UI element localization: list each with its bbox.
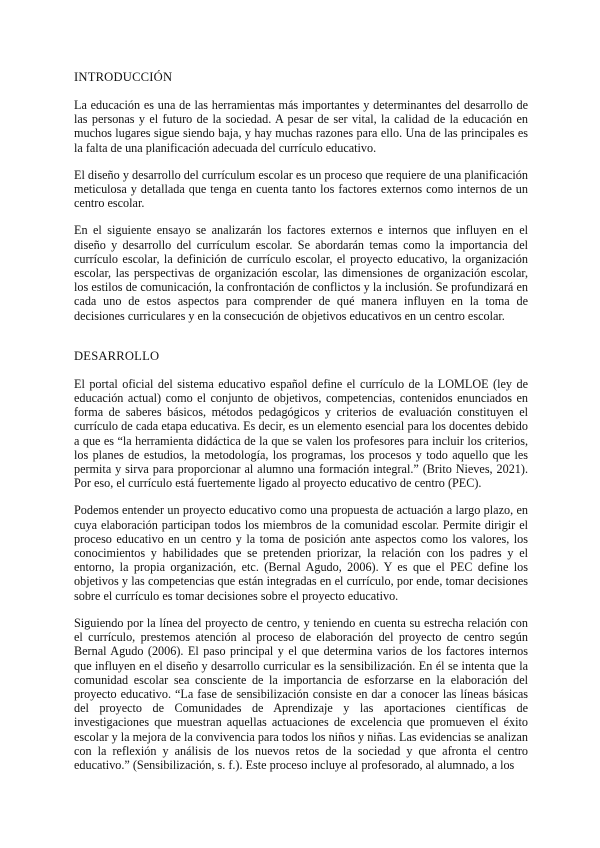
section-heading-desarrollo: DESARROLLO: [74, 348, 160, 363]
desarrollo-paragraph-3: Siguiendo por la línea del proyecto de centro, y teniendo en cuenta su estrecha relación con el currículo, prestemos atención al proceso de elaboración del proyecto de centro según Bernal Agudo (2006). El paso principal y el que determina varios de los factores internos que influyen en el diseño y desarrollo curricular es la sensibilización. En él se intenta que la comunidad escolar sea consciente de la importancia de esforzarse en la elaboración del proyecto educativo. “La fase de sensibilización consiste en dar a conocer las líneas básicas del proyecto de Comunidades de Aprendizaje y las aportaciones científicas de investigaciones que muestran aquellas actuaciones de excelencia que promueven el éxito escolar y la mejora de la convivencia para todos los niños y niñas. Las evidencias se analizan con la reflexión y análisis de los nuevos retos de la sociedad y que afronta el centro educativo.” (Sensibilización, s. f.). Este proceso incluye al profesorado, al alumnado, a los: [74, 615, 528, 772]
intro-paragraph-3: En el siguiente ensayo se analizarán los factores externos e internos que influyen en el diseño y desarrollo del currículum escolar. Se abordarán temas como la importancia del currículo escolar, la definición de currículo escolar, el proyecto educativo, la organización escolar, las perspectivas de organización escolar, las dimensiones de organización escolar, los estilos de comunicación, la confrontación de conflictos y la inclusión. Se profundizará en cada uno de estos aspectos para comprender de qué manera influyen en la toma de decisiones curriculares y en la consecución de objetivos educativos en un centro escolar.: [74, 223, 528, 323]
intro-paragraph-1: La educación es una de las herramientas más importantes y determinantes del desarrollo de las personas y el futuro de la sociedad. A pesar de ser vital, la calidad de la educación en muchos lugares sigue siendo baja, y hay muchas razones para ello. Una de las principales es la falta de una planificación adecuada del currículo educativo.: [74, 98, 528, 155]
section-heading-introduccion: INTRODUCCIÓN: [74, 70, 173, 84]
desarrollo-paragraph-1: El portal oficial del sistema educativo español define el currículo de la LOMLOE (ley de educación actual) como el conjunto de objetivos, competencias, contenidos enunciados en forma de saberes básicos, métodos pedagógicos y criterios de evaluación constituyen el currículo de cada etapa educativa. Es decir, es un elemento esencial para los docentes debido a que es “la herramienta didáctica de la que se valen los profesores para incluir los criterios, los planes de estudios, la metodología, los programas, los procesos y todo aquello que les permita y sirva para proporcionar al alumno una formación integral.” (Brito Nieves, 2021). Por eso, el currículo está fuertemente ligado al proyecto educativo de centro (PEC).: [74, 376, 528, 491]
intro-paragraph-2: El diseño y desarrollo del currículum escolar es un proceso que requiere de una planificación meticulosa y detallada que tenga en cuenta tanto los factores externos como internos de un centro escolar.: [74, 167, 528, 211]
desarrollo-paragraph-2: Podemos entender un proyecto educativo como una propuesta de actuación a largo plazo, en cuya elaboración participan todos los miembros de la comunidad escolar. Permite dirigir el proceso educativo en un centro y la toma de posición ante aspectos como los valores, los conocimientos y habilidades que se pretenden priorizar, la relación con los padres y el entorno, la propia organización, etc. (Bernal Agudo, 2006). Y es que el PEC define los objetivos y las competencias que están integradas en el currículo, por ende, tomar decisiones sobre el currículo es tomar decisiones sobre el proyecto educativo.: [74, 503, 528, 603]
